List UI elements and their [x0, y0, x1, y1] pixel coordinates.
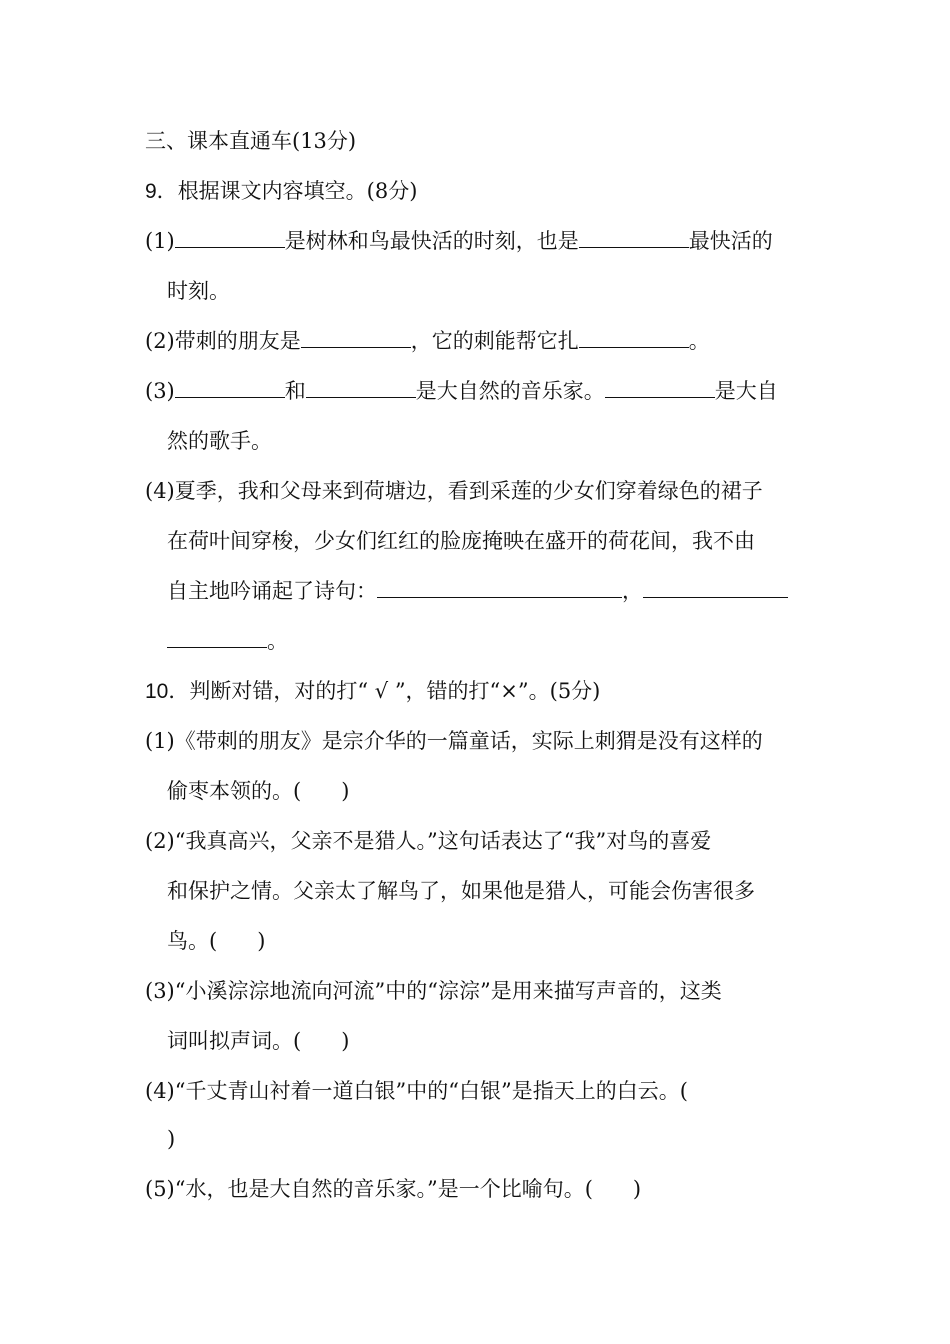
- item-text: 词叫拟声词。(: [167, 1029, 302, 1053]
- item-label: (1): [145, 729, 175, 753]
- item-text: 《带刺的朋友》是宗介华的一篇童话，实际上刺猬是没有这样的: [174, 729, 763, 753]
- answer-blank[interactable]: [306, 396, 416, 398]
- item-text: 。: [267, 629, 288, 653]
- item-text: “水，也是大自然的音乐家。”是一个比喻句。(: [174, 1177, 593, 1201]
- answer-blank[interactable]: [301, 346, 411, 348]
- q10-item-1-line-2: [167, 776, 349, 806]
- item-text: 带刺的朋友是: [174, 329, 301, 353]
- item-text: ): [632, 1177, 642, 1201]
- question-10-heading: [145, 676, 600, 707]
- q10-item-4-line-2[interactable]: ): [167, 1127, 176, 1151]
- answer-blank[interactable]: [643, 596, 788, 598]
- q10-item-2-line-1: [145, 826, 711, 856]
- answer-blank[interactable]: [167, 646, 267, 648]
- item-text: 和: [284, 379, 306, 403]
- item-text: ): [341, 1029, 350, 1053]
- question-9-heading: [145, 176, 417, 207]
- item-text: 鸟。(: [167, 929, 218, 953]
- q9-item-4-line-4: [167, 626, 288, 656]
- item-text: ，它的刺能帮它扎: [410, 329, 579, 353]
- item-label: (2): [145, 829, 175, 853]
- q10-item-5: [145, 1174, 641, 1204]
- q10-item-2-line-2: 和保护之情。父亲太了解鸟了，如果他是猎人，可能会伤害很多: [167, 879, 755, 903]
- answer-blank[interactable]: [377, 596, 622, 598]
- item-text: ): [341, 779, 350, 803]
- item-text: 自主地吟诵起了诗句：: [167, 579, 377, 603]
- q10-item-2-line-3: [167, 926, 265, 956]
- item-label: (2): [145, 329, 175, 353]
- question-prompt: 判断对错，对的打“ √ ”，错的打“×”。(5分): [189, 679, 601, 703]
- item-text: ): [257, 929, 266, 953]
- q10-item-3-line-2: [167, 1026, 349, 1056]
- q9-item-2: [145, 326, 710, 356]
- q10-item-4-line-1: [145, 1076, 688, 1106]
- item-text: 是大自然的音乐家。: [415, 379, 605, 403]
- item-label: (1): [145, 229, 175, 253]
- q10-item-3-line-1: [145, 976, 722, 1006]
- q9-item-1-line-1: [145, 226, 773, 256]
- answer-blank[interactable]: [579, 246, 689, 248]
- item-label: (3): [145, 379, 175, 403]
- answer-blank[interactable]: [605, 396, 715, 398]
- item-text: 最快活的: [688, 229, 773, 253]
- item-text: 夏季，我和父母来到荷塘边，看到采莲的少女们穿着绿色的裙子: [174, 479, 763, 503]
- item-label: (5): [145, 1177, 175, 1201]
- question-number: 9．: [145, 180, 178, 203]
- q9-item-1-line-2: 时刻。: [167, 279, 230, 303]
- section-title: 三、课本直通车(13分): [145, 129, 357, 153]
- item-text: 是树林和鸟最快活的时刻，也是: [284, 229, 579, 253]
- q9-item-4-line-3: [167, 576, 788, 606]
- item-label: (4): [145, 1079, 175, 1103]
- item-text: ，: [622, 579, 643, 603]
- item-label: (3): [145, 979, 175, 1003]
- item-text: 。: [688, 329, 710, 353]
- item-label: (4): [145, 479, 175, 503]
- q9-item-3-line-1: [145, 376, 778, 406]
- question-number: 10．: [145, 680, 190, 703]
- q9-item-4-line-2: 在荷叶间穿梭，少女们红红的脸庞掩映在盛开的荷花间，我不由: [167, 529, 755, 553]
- q9-item-3-line-2: 然的歌手。: [167, 429, 272, 453]
- item-text: “我真高兴，父亲不是猎人。”这句话表达了“我”对鸟的喜爱: [174, 829, 712, 853]
- answer-blank[interactable]: [175, 396, 285, 398]
- item-text: “小溪淙淙地流向河流”中的“淙淙”是用来描写声音的，这类: [174, 979, 722, 1003]
- item-text: 是大自: [714, 379, 778, 403]
- question-prompt: 根据课文内容填空。(8分): [177, 179, 418, 203]
- q10-item-1-line-1: [145, 726, 763, 756]
- item-text: “千丈青山衬着一道白银”中的“白银”是指天上的白云。(: [174, 1079, 688, 1103]
- q9-item-4-line-1: [145, 476, 763, 506]
- answer-blank[interactable]: [579, 346, 689, 348]
- item-text: 偷枣本领的。(: [167, 779, 302, 803]
- answer-blank[interactable]: [175, 246, 285, 248]
